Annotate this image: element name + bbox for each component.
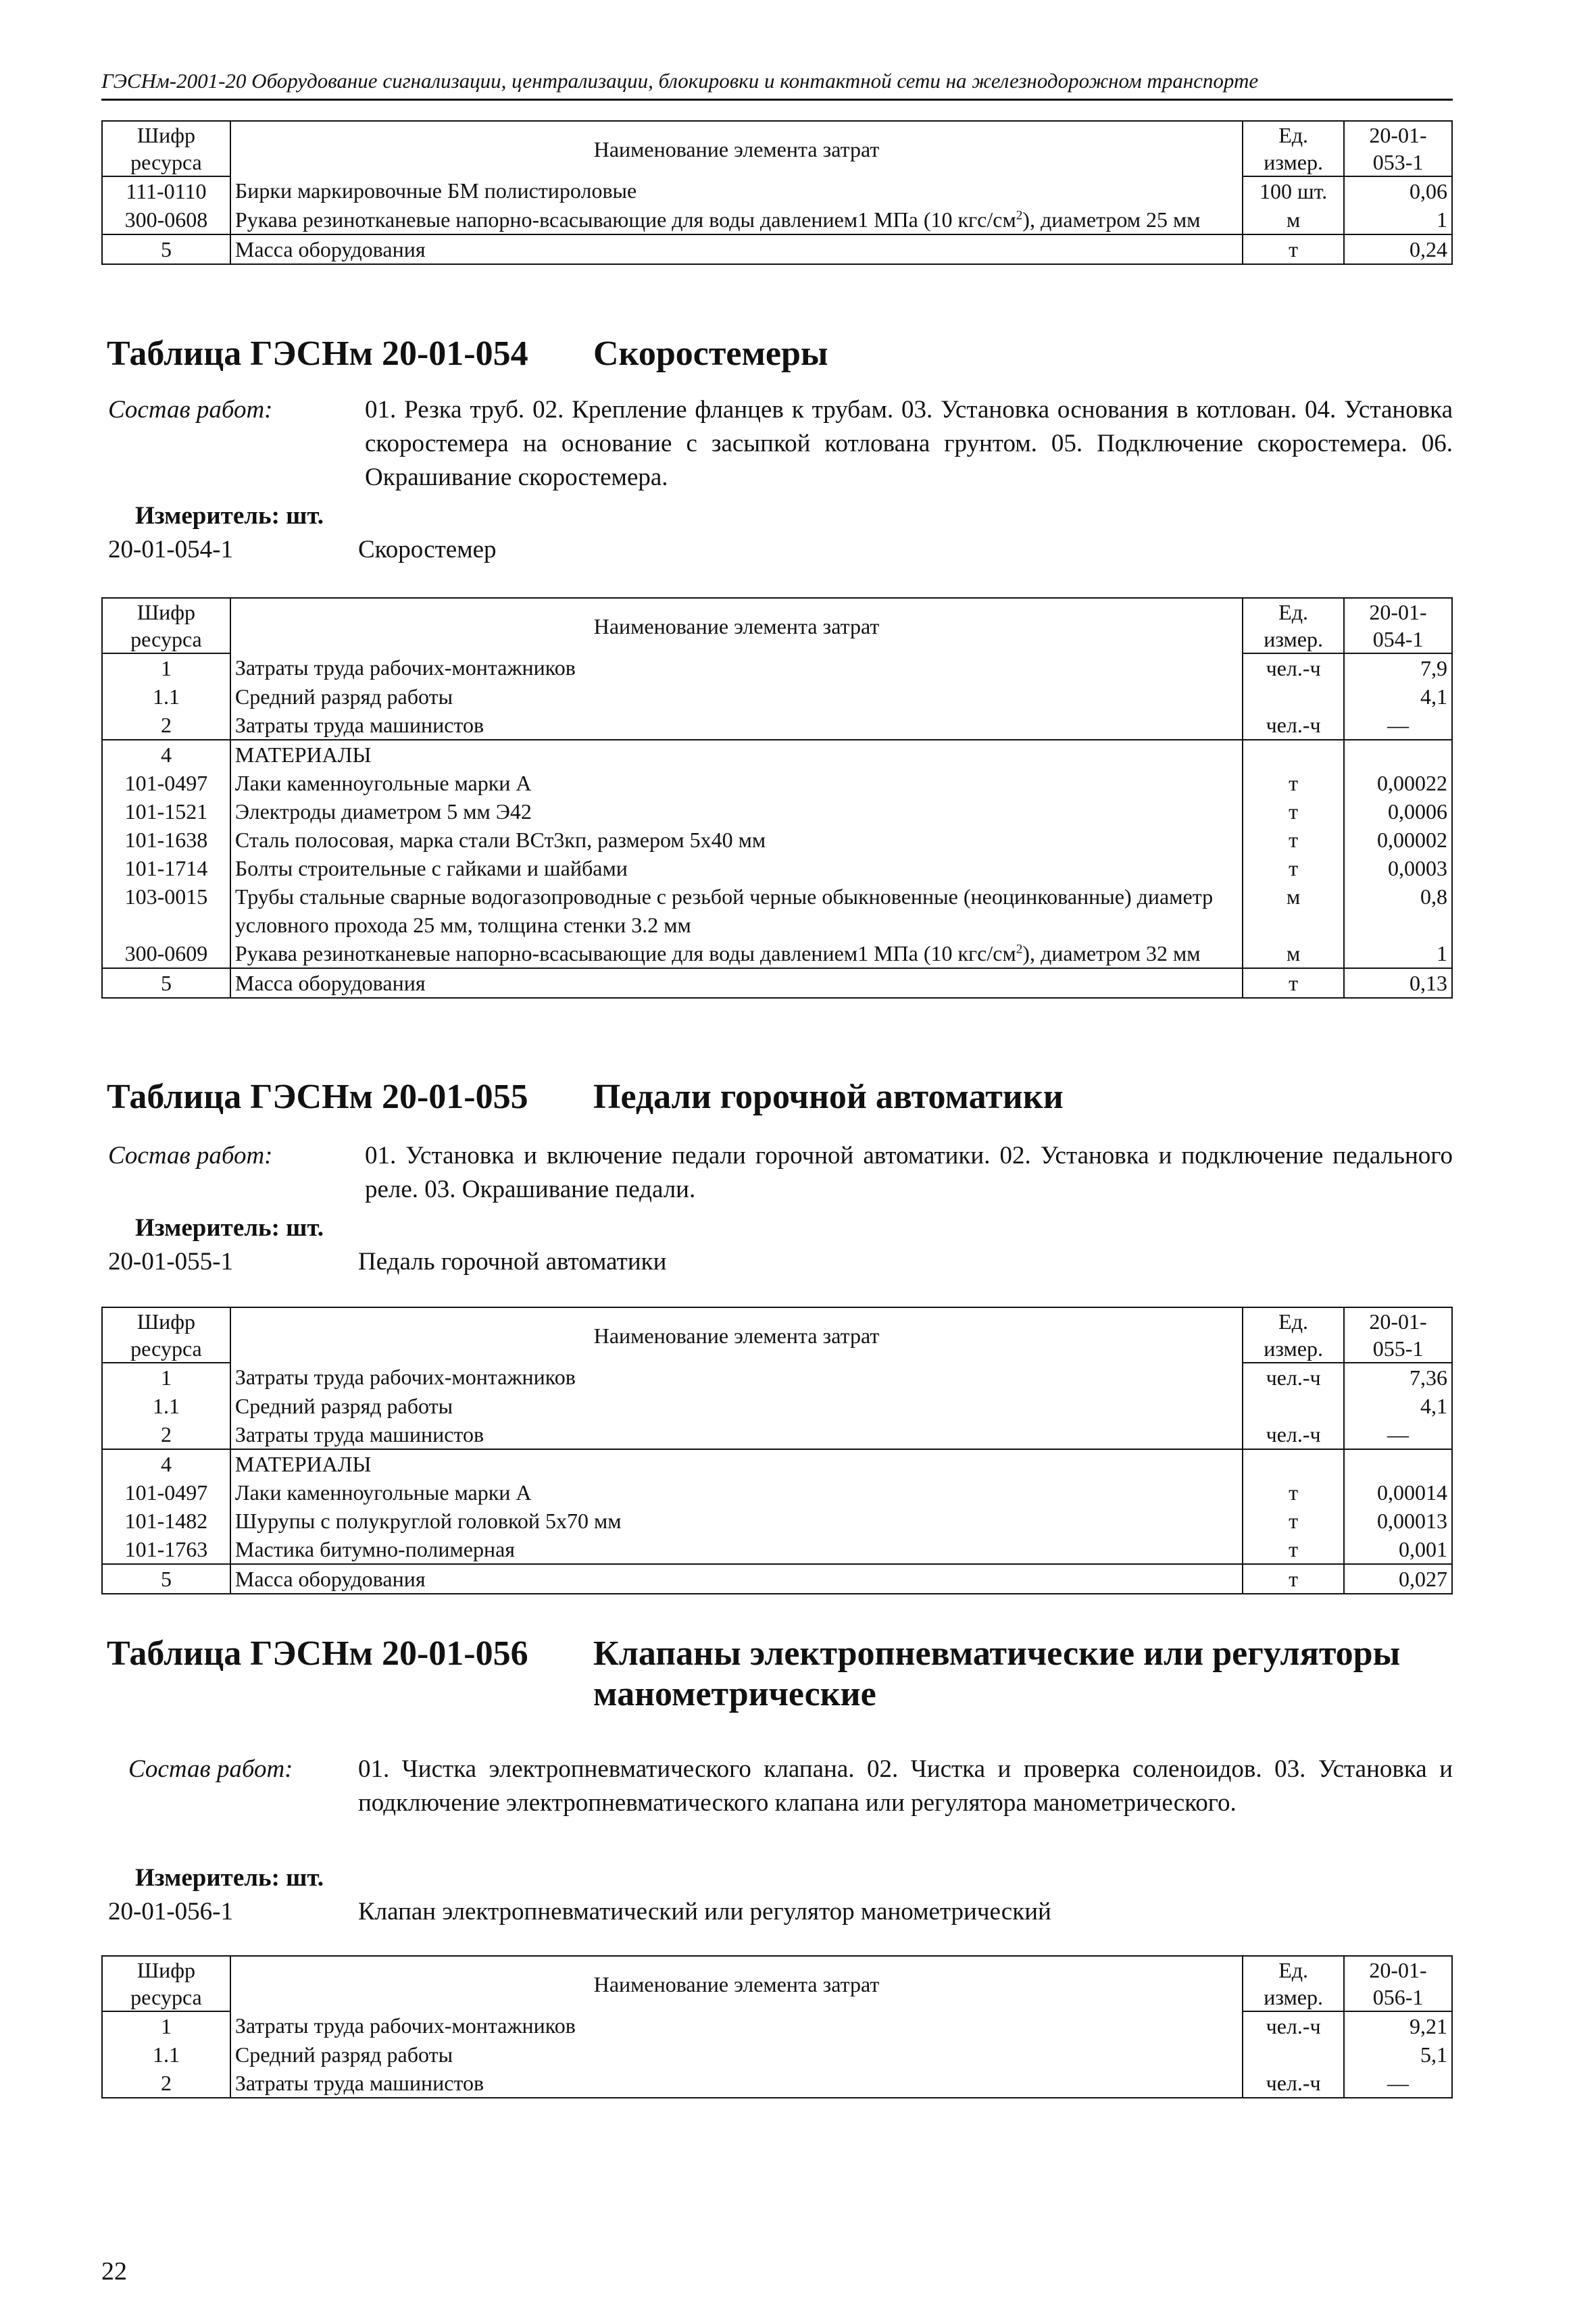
cell-name: Сталь полосовая, марка стали ВСт3кп, размером 5х40 мм: [230, 826, 1243, 854]
cell-value: 0,0003: [1344, 854, 1452, 882]
cell-name-tail: ), диаметром 25 мм: [1022, 207, 1201, 232]
work-text: 01. Установка и включение педали горочной автоматики. 02. Установка и подключение педального реле. 03. Окрашивание педали.: [365, 1142, 1453, 1203]
table-row: [102, 1363, 1452, 1392]
table-row: [102, 1564, 1452, 1594]
cell-name: [230, 939, 1243, 968]
cell-value: 9,21: [1344, 2011, 1452, 2040]
work-label: Состав работ:: [108, 1142, 273, 1169]
cell-value: 0,00013: [1344, 1507, 1452, 1535]
col-unit-header-2: измер.: [1243, 626, 1344, 653]
table-055-heading: [107, 1077, 1064, 1117]
cell-code: 1.1: [102, 682, 230, 711]
table-056-meter: Измеритель: шт.: [135, 1864, 324, 1892]
page-number: 22: [101, 2257, 127, 2286]
col-value-header: 20-01-: [1344, 121, 1452, 149]
cell-unit: т: [1243, 826, 1344, 854]
cell-unit: чел.-ч: [1243, 2069, 1344, 2098]
norm-name: Клапан электропневматический или регулятор манометрический: [358, 1898, 1051, 1926]
work-text: 01. Чистка электропневматического клапана. 02. Чистка и проверка соленоидов. 03. Установка и подключение электропневматического клапана или регулятора манометрического.: [358, 1755, 1453, 1817]
table-row: [102, 176, 1452, 205]
cell-unit: м: [1243, 205, 1344, 234]
cell-code: 111-0110: [102, 176, 230, 205]
cell-name: Масса оборудования: [230, 968, 1243, 998]
cell-code: 1: [102, 2011, 230, 2040]
cell-value: 1: [1344, 939, 1452, 968]
table-056: [101, 1955, 1453, 2098]
cell-name: Затраты труда рабочих-монтажников: [230, 2011, 1243, 2040]
table-row: [102, 711, 1452, 740]
table-055-norm: [108, 1246, 667, 1278]
cell-name: Электроды диаметром 5 мм Э42: [230, 797, 1243, 826]
cell-unit: [1243, 1449, 1344, 1478]
table-054-work: [108, 393, 1453, 495]
cell-code: 1.1: [102, 1392, 230, 1420]
cell-code: 101-1638: [102, 826, 230, 854]
work-label: Состав работ:: [108, 396, 273, 424]
col-value-header: 20-01-: [1344, 1956, 1452, 1984]
cell-unit: 100 шт.: [1243, 176, 1344, 205]
cell-value: 0,00022: [1344, 769, 1452, 797]
col-code-header: Шифр: [102, 1956, 230, 1984]
table-row: [102, 682, 1452, 711]
cell-code: 5: [102, 1564, 230, 1594]
cell-value: 0,13: [1344, 968, 1452, 998]
cell-value: —: [1344, 1420, 1452, 1449]
table-row: [102, 205, 1452, 234]
col-unit-header-2: измер.: [1243, 1984, 1344, 2011]
cell-unit: т: [1243, 234, 1344, 264]
table-054-heading: [107, 334, 828, 374]
cell-code: 300-0609: [102, 939, 230, 968]
table-row: [102, 1392, 1452, 1420]
cell-name: Шурупы с полукруглой головкой 5х70 мм: [230, 1507, 1243, 1535]
cell-name: Затраты труда рабочих-монтажников: [230, 653, 1243, 682]
table-row: [102, 826, 1452, 854]
cell-name-sup: 2: [1016, 942, 1023, 957]
col-value-header: 20-01-: [1344, 598, 1452, 626]
col-name-header: Наименование элемента затрат: [230, 1307, 1243, 1363]
cell-name: Болты строительные с гайками и шайбами: [230, 854, 1243, 882]
table-row: [102, 797, 1452, 826]
cell-section-title: МАТЕРИАЛЫ: [230, 740, 1243, 769]
cell-code: 4: [102, 1449, 230, 1478]
cell-unit: чел.-ч: [1243, 653, 1344, 682]
table-row: [102, 234, 1452, 264]
cell-unit: чел.-ч: [1243, 2011, 1344, 2040]
table-row: [102, 740, 1452, 769]
col-code-header: Шифр: [102, 121, 230, 149]
cell-value: [1344, 1449, 1452, 1478]
cell-value: 1: [1344, 205, 1452, 234]
table-055: [101, 1307, 1453, 1594]
col-unit-header: Ед.: [1243, 121, 1344, 149]
norm-code: 20-01-055-1: [108, 1248, 233, 1276]
cell-unit: т: [1243, 797, 1344, 826]
table-row: [102, 939, 1452, 968]
cell-name: Затраты труда машинистов: [230, 711, 1243, 740]
table-055-meter: Измеритель: шт.: [135, 1214, 324, 1242]
cell-unit: чел.-ч: [1243, 1420, 1344, 1449]
cell-value: 4,1: [1344, 682, 1452, 711]
cell-code: 5: [102, 234, 230, 264]
cell-value: 7,36: [1344, 1363, 1452, 1392]
work-text: 01. Резка труб. 02. Крепление фланцев к трубам. 03. Установка основания в котлован. 04. Установка скоростемера на основание с засыпкой котлована грунтом. 05. Подключение скоростемера. 06. Окрашивание скоростемера.: [365, 396, 1453, 491]
cell-code: 101-1763: [102, 1535, 230, 1564]
cell-code: 5: [102, 968, 230, 998]
cell-code: 300-0608: [102, 205, 230, 234]
table-row: [102, 653, 1452, 682]
cell-name: Затраты труда машинистов: [230, 1420, 1243, 1449]
cell-value: 5,1: [1344, 2040, 1452, 2069]
table-055-name: Педали горочной автоматики: [593, 1078, 1064, 1116]
work-label: Состав работ:: [128, 1755, 293, 1783]
cell-value: 4,1: [1344, 1392, 1452, 1420]
cell-unit: т: [1243, 769, 1344, 797]
table-056-norm: [108, 1896, 1051, 1928]
col-value-header: 20-01-: [1344, 1307, 1452, 1335]
cell-name-text: Рукава резинотканевые напорно-всасывающие для воды давлением1 МПа (10 кгс/см: [234, 941, 1016, 965]
col-value-header-2: 056-1: [1344, 1984, 1452, 2011]
table-row: [102, 968, 1452, 998]
table-056-heading: [107, 1634, 1401, 1713]
cell-value: 0,027: [1344, 1564, 1452, 1594]
norm-code: 20-01-056-1: [108, 1898, 233, 1926]
cell-code: 2: [102, 711, 230, 740]
cell-value: 0,0006: [1344, 797, 1452, 826]
cell-name: Затраты труда машинистов: [230, 2069, 1243, 2098]
cell-value: 0,24: [1344, 234, 1452, 264]
col-name-header: Наименование элемента затрат: [230, 121, 1243, 176]
col-code-header: Шифр: [102, 1307, 230, 1335]
table-054: [101, 597, 1453, 999]
cell-code: 1.1: [102, 2040, 230, 2069]
col-unit-header: Ед.: [1243, 1956, 1344, 1984]
col-unit-header: Ед.: [1243, 1307, 1344, 1335]
cell-unit: т: [1243, 1507, 1344, 1535]
cell-value: 7,9: [1344, 653, 1452, 682]
table-055-work: [108, 1139, 1453, 1207]
cell-value: 0,00014: [1344, 1478, 1452, 1507]
cell-unit: т: [1243, 854, 1344, 882]
cell-name-sup: 2: [1016, 208, 1023, 223]
table-row: [102, 1449, 1452, 1478]
table-row: [102, 1478, 1452, 1507]
cell-code: 1: [102, 653, 230, 682]
cell-unit: т: [1243, 1564, 1344, 1594]
col-code-header-2: ресурса: [102, 1335, 230, 1363]
cell-unit: [1243, 740, 1344, 769]
cell-value: 0,8: [1344, 882, 1452, 939]
cell-unit: [1243, 2040, 1344, 2069]
table-row: [102, 2040, 1452, 2069]
cell-name: Средний разряд работы: [230, 1392, 1243, 1420]
norm-name: Педаль горочной автоматики: [358, 1248, 667, 1276]
col-code-header: Шифр: [102, 598, 230, 626]
running-header: ГЭСНм-2001-20 Оборудование сигнализации, централизации, блокировки и контактной сети на железнодорожном транспорте: [101, 68, 1453, 101]
col-name-header: Наименование элемента затрат: [230, 598, 1243, 653]
cell-section-title: МАТЕРИАЛЫ: [230, 1449, 1243, 1478]
table-row: [102, 1535, 1452, 1564]
cell-value: [1344, 740, 1452, 769]
table-054-norm: [108, 534, 497, 566]
cell-code: 101-1482: [102, 1507, 230, 1535]
table-053: [101, 120, 1453, 265]
cell-value: —: [1344, 711, 1452, 740]
cell-name: Мастика битумно-полимерная: [230, 1535, 1243, 1564]
cell-unit: м: [1243, 882, 1344, 939]
cell-code: 4: [102, 740, 230, 769]
col-code-header-2: ресурса: [102, 626, 230, 653]
cell-code: 2: [102, 2069, 230, 2098]
table-054-meter: Измеритель: шт.: [135, 502, 324, 530]
cell-code: 101-0497: [102, 1478, 230, 1507]
col-unit-header-2: измер.: [1243, 1335, 1344, 1363]
table-054-name: Скоростемеры: [593, 334, 828, 373]
cell-name: Лаки каменноугольные марки А: [230, 1478, 1243, 1507]
table-055-title: Таблица ГЭСНм 20-01-055: [107, 1078, 528, 1116]
cell-code: 101-0497: [102, 769, 230, 797]
cell-value: —: [1344, 2069, 1452, 2098]
cell-code: 1: [102, 1363, 230, 1392]
table-056-title: Таблица ГЭСНм 20-01-056: [107, 1634, 528, 1673]
col-unit-header-2: измер.: [1243, 149, 1344, 176]
table-row: [102, 1507, 1452, 1535]
cell-value: 0,00002: [1344, 826, 1452, 854]
cell-name: Средний разряд работы: [230, 2040, 1243, 2069]
table-row: [102, 882, 1452, 939]
cell-name: Масса оборудования: [230, 1564, 1243, 1594]
cell-value: 0,001: [1344, 1535, 1452, 1564]
cell-name: Трубы стальные сварные водогазопроводные с резьбой черные обыкновенные (неоцинкованные) диаметр условного прохода 25 мм, толщина стенки 3.2 мм: [230, 882, 1243, 939]
cell-code: 2: [102, 1420, 230, 1449]
table-row: [102, 2011, 1452, 2040]
cell-unit: [1243, 682, 1344, 711]
cell-unit: т: [1243, 968, 1344, 998]
cell-name-tail: ), диаметром 32 мм: [1022, 941, 1201, 965]
col-value-header-2: 053-1: [1344, 149, 1452, 176]
table-row: [102, 769, 1452, 797]
norm-name: Скоростемер: [358, 536, 497, 563]
table-056-name: Клапаны электропневматические или регуляторы манометрические: [593, 1634, 1401, 1713]
table-056-work: [108, 1753, 1453, 1820]
cell-name: Затраты труда рабочих-монтажников: [230, 1363, 1243, 1392]
cell-name: Масса оборудования: [230, 234, 1243, 264]
cell-code: 103-0015: [102, 882, 230, 939]
table-row: [102, 854, 1452, 882]
cell-name: Бирки маркировочные БМ полистироловые: [230, 176, 1243, 205]
cell-name: [230, 205, 1243, 234]
col-value-header-2: 055-1: [1344, 1335, 1452, 1363]
cell-name: Лаки каменноугольные марки А: [230, 769, 1243, 797]
cell-name-text: Рукава резинотканевые напорно-всасывающие для воды давлением1 МПа (10 кгс/см: [234, 207, 1016, 232]
cell-unit: м: [1243, 939, 1344, 968]
cell-unit: чел.-ч: [1243, 1363, 1344, 1392]
cell-code: 101-1521: [102, 797, 230, 826]
col-name-header: Наименование элемента затрат: [230, 1956, 1243, 2011]
table-row: [102, 2069, 1452, 2098]
col-unit-header: Ед.: [1243, 598, 1344, 626]
cell-unit: чел.-ч: [1243, 711, 1344, 740]
cell-unit: [1243, 1392, 1344, 1420]
table-054-title: Таблица ГЭСНм 20-01-054: [107, 334, 528, 373]
cell-unit: т: [1243, 1535, 1344, 1564]
norm-code: 20-01-054-1: [108, 536, 233, 563]
col-code-header-2: ресурса: [102, 149, 230, 176]
cell-code: 101-1714: [102, 854, 230, 882]
cell-unit: т: [1243, 1478, 1344, 1507]
table-row: [102, 1420, 1452, 1449]
col-code-header-2: ресурса: [102, 1984, 230, 2011]
cell-value: 0,06: [1344, 176, 1452, 205]
cell-name: Средний разряд работы: [230, 682, 1243, 711]
col-value-header-2: 054-1: [1344, 626, 1452, 653]
